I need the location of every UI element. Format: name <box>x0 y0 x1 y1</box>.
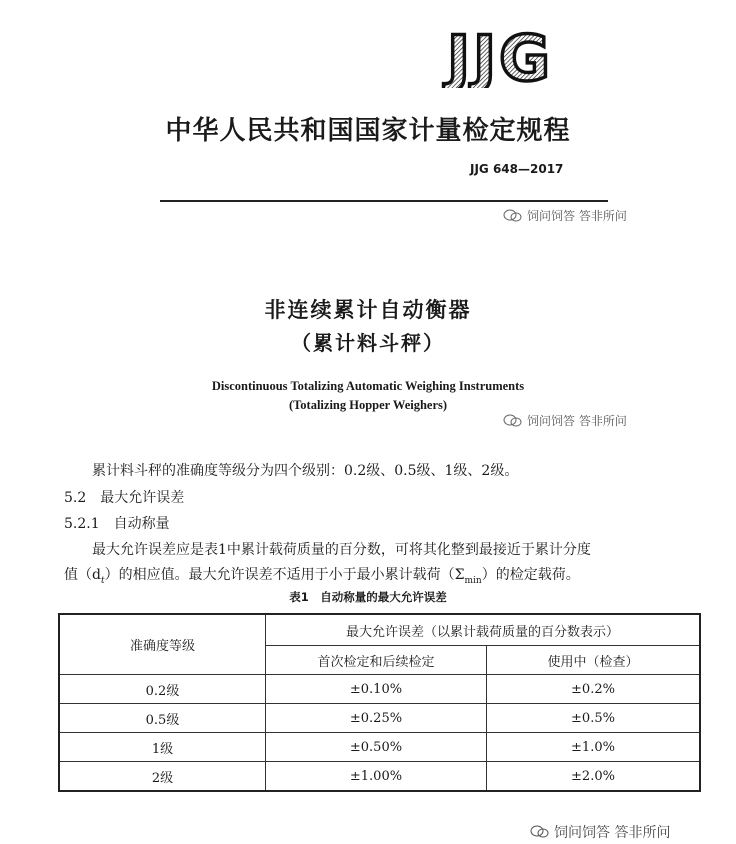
table-header-row <box>59 614 700 646</box>
logo-text: JJG <box>446 26 554 88</box>
cell-initial: ±0.50% <box>266 733 487 762</box>
table-row <box>59 762 700 792</box>
subtitle-chinese: （累计料斗秤） <box>291 331 445 355</box>
watermark-text: 饲问饲答 答非所问 <box>527 414 627 428</box>
paragraph-mpe-line2: 值$(d_t)$的相应值。最大允许误差不适用于小于最小累计载荷$(\Sigma_{min})$的检定载荷。 <box>64 567 580 586</box>
mpe-table <box>58 613 701 792</box>
cell-inuse: ±0.2% <box>487 675 701 704</box>
wechat-icon <box>503 414 523 428</box>
table-row <box>59 675 700 704</box>
title-english: Discontinuous Totalizing Automatic Weighing Instruments <box>211 379 525 393</box>
header-accuracy-class: 准确度等级 <box>59 614 266 675</box>
watermark-middle <box>503 412 627 429</box>
cell-class: 1级 <box>59 733 266 762</box>
cell-class: 0.2级 <box>59 675 266 704</box>
subtitle-english: (Totalizing Hopper Weighers) <box>288 398 448 412</box>
watermark-top <box>503 207 627 224</box>
header-in-service: 使用中（检查） <box>487 646 701 675</box>
cell-inuse: ±1.0% <box>487 733 701 762</box>
cell-class: 2级 <box>59 762 266 792</box>
cell-initial: ±0.10% <box>266 675 487 704</box>
cell-class: 0.5级 <box>59 704 266 733</box>
watermark-text: 饲问饲答 答非所问 <box>554 825 671 841</box>
cell-inuse: ±2.0% <box>487 762 701 792</box>
document-type-heading: 中华人民共和国国家计量检定规程 <box>165 116 571 146</box>
watermark-text: 饲问饲答 答非所问 <box>527 209 627 223</box>
table-row <box>59 704 700 733</box>
section-heading-5-2-1: 5.2.1 自动称量 <box>64 516 170 532</box>
wechat-icon <box>503 209 523 223</box>
title-chinese: 非连续累计自动衡器 <box>264 298 472 322</box>
section-heading-5-2: 5.2 最大允许误差 <box>64 490 185 506</box>
cell-initial: ±1.00% <box>266 762 487 792</box>
watermark-bottom <box>530 822 670 842</box>
wechat-icon <box>530 825 550 839</box>
cell-initial: ±0.25% <box>266 704 487 733</box>
header-mpe: 最大允许误差（以累计载荷质量的百分数表示） <box>266 614 701 646</box>
paragraph-mpe-line1: 最大允许误差应是表1中累计载荷质量的百分数，可将其化整到最接近于累计分度 <box>92 542 591 558</box>
header-initial-verification: 首次检定和后续检定 <box>266 646 487 675</box>
paragraph-accuracy-classes: 累计料斗秤的准确度等级分为四个级别：0.2级、0.5级、1级、2级。 <box>92 463 519 479</box>
header-rule <box>160 200 608 202</box>
document-code: JJG 648—2017 <box>470 162 564 176</box>
table-row <box>59 733 700 762</box>
jjg-logo <box>420 26 580 88</box>
table-caption: 表1 自动称量的最大允许误差 <box>289 590 447 604</box>
cell-inuse: ±0.5% <box>487 704 701 733</box>
